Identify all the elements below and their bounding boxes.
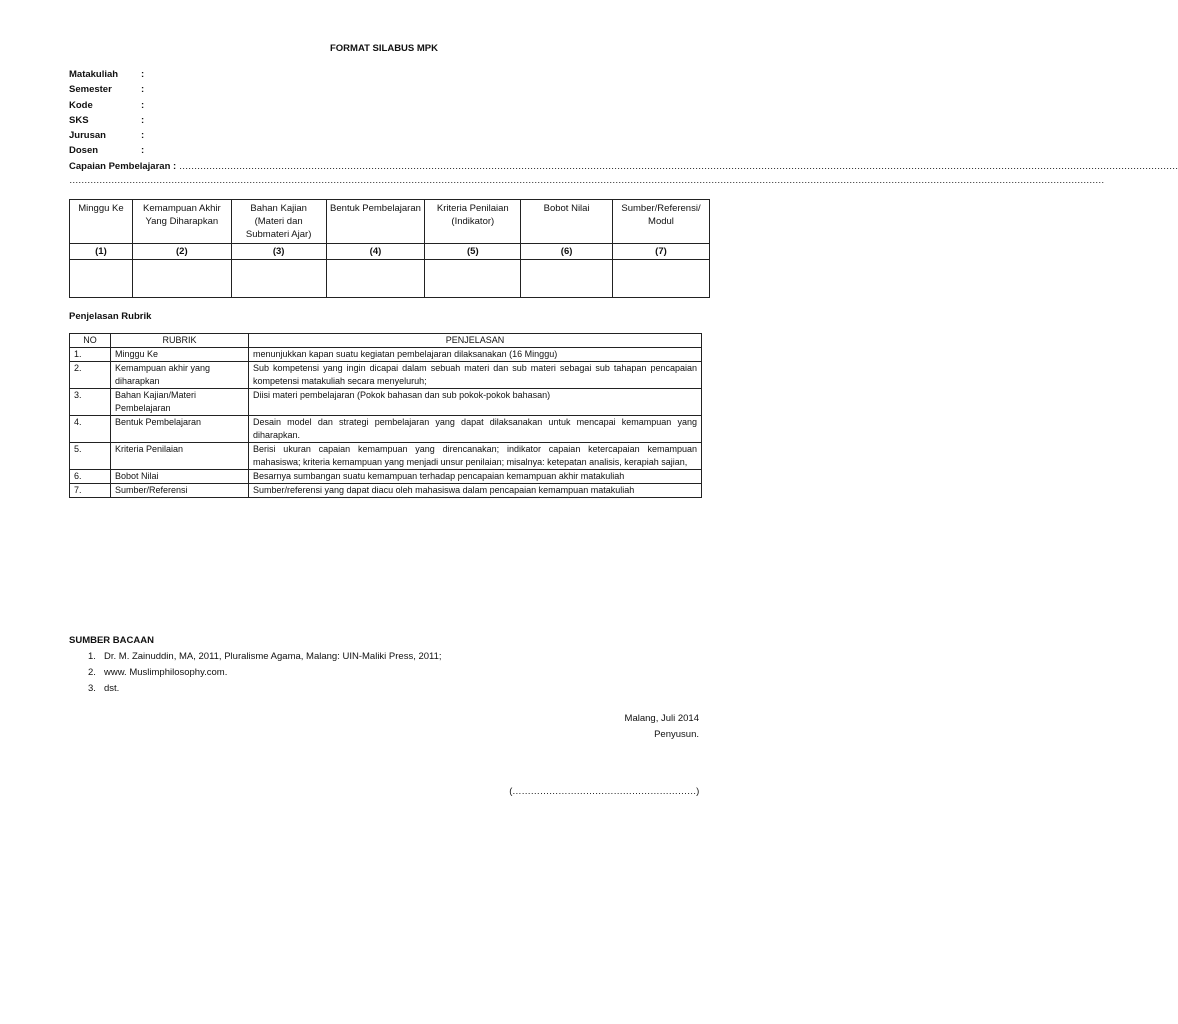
reference-item [88, 665, 442, 681]
capaian-dots: ……………………………………………………………………………………………………………………………………………………………………………………………………………………………………………………………………………………………………… [178, 160, 1178, 172]
syllabus-number-row [70, 244, 710, 260]
capaian-label: Capaian Pembelajaran [69, 160, 171, 172]
rubric-name: Kemampuan akhir yang diharapkan [111, 362, 249, 389]
rubric-header-row [70, 334, 702, 348]
syllabus-header-cell: Bentuk Pembelajaran [326, 200, 425, 244]
reference-item [88, 649, 442, 665]
rubric-name: Minggu Ke [111, 348, 249, 362]
syllabus-header-cell: Minggu Ke [70, 200, 133, 244]
reference-number: 2. [88, 667, 96, 678]
syllabus-empty-cell [425, 260, 521, 298]
syllabus-number-cell: (1) [70, 244, 133, 260]
info-label: Jurusan [69, 130, 106, 142]
rubric-row [70, 416, 702, 443]
rubric-row [70, 443, 702, 470]
syllabus-number-cell: (2) [132, 244, 231, 260]
info-row-dosen [69, 143, 709, 158]
rubric-header-penjelasan: PENJELASAN [249, 334, 702, 348]
syllabus-table [69, 199, 710, 298]
rubric-row [70, 389, 702, 416]
syllabus-number-cell: (3) [231, 244, 326, 260]
syllabus-empty-cell [612, 260, 709, 298]
info-colon: : [141, 99, 145, 111]
info-row-jurusan [69, 128, 709, 143]
syllabus-number-cell: (5) [425, 244, 521, 260]
syllabus-header-cell: Kemampuan Akhir Yang Diharapkan [132, 200, 231, 244]
rubric-no: 5. [70, 443, 111, 470]
reference-list [88, 649, 442, 697]
info-label: Kode [69, 99, 93, 111]
rubric-name: Kriteria Penilaian [111, 443, 249, 470]
rubric-no: 1. [70, 348, 111, 362]
syllabus-empty-cell [326, 260, 425, 298]
signature-role: Penyusun. [654, 729, 699, 740]
syllabus-number-cell: (4) [326, 244, 425, 260]
rubric-description: Desain model dan strategi pembelajaran yang dapat dilaksanakan untuk mencapai kemampuan yang diharapkan. [249, 416, 702, 443]
rubric-row [70, 470, 702, 484]
info-row-semester [69, 82, 709, 97]
rubric-table [69, 333, 702, 498]
reference-text: www. Muslimphilosophy.com. [104, 667, 228, 678]
info-row-kode [69, 98, 709, 113]
reference-number: 3. [88, 683, 96, 694]
syllabus-empty-cell [70, 260, 133, 298]
syllabus-number-cell: (6) [521, 244, 613, 260]
capaian-row [69, 159, 1178, 174]
rubric-description: menunjukkan kapan suatu kegiatan pembelajaran dilaksanakan (16 Minggu) [249, 348, 702, 362]
reference-text: dst. [104, 683, 120, 694]
capaian-dots-line: ………………………………………………………………………………………………………………………………………………………………………………………………………………………………………………………………………………………………………………… [69, 175, 1104, 187]
info-label: Semester [69, 84, 112, 96]
rubric-no: 2. [70, 362, 111, 389]
rubric-no: 4. [70, 416, 111, 443]
signature-block [625, 711, 699, 743]
syllabus-header-row [70, 200, 710, 244]
course-info [69, 67, 1178, 188]
rubric-description: Sub kompetensi yang ingin dicapai dalam sebuah materi dan sub materi sebagai sub tahapan pencapaian kompetensi matakuliah secara menyeluruh; [249, 362, 702, 389]
syllabus-empty-cell [231, 260, 326, 298]
rubric-no: 3. [70, 389, 111, 416]
syllabus-empty-cell [521, 260, 613, 298]
info-colon: : [141, 69, 145, 80]
rubric-row [70, 484, 702, 498]
rubric-no: 7. [70, 484, 111, 498]
rubric-name: Bobot Nilai [111, 470, 249, 484]
rubric-row [70, 348, 702, 362]
rubric-name: Bentuk Pembelajaran [111, 416, 249, 443]
rubric-description: Besarnya sumbangan suatu kemampuan terhadap pencapaian kemampuan akhir matakuliah [249, 470, 702, 484]
syllabus-header-cell: Bahan Kajian (Materi dan Submateri Ajar) [231, 200, 326, 244]
syllabus-header-cell: Bobot Nilai [521, 200, 613, 244]
info-label: Matakuliah [69, 69, 119, 80]
sumber-bacaan-section [69, 635, 442, 697]
syllabus-empty-cell [132, 260, 231, 298]
syllabus-number-cell: (7) [612, 244, 709, 260]
reference-text: Dr. M. Zainuddin, MA, 2011, Pluralisme Agama, Malang: UIN-Maliki Press, 2011; [104, 651, 442, 662]
info-colon: : [141, 145, 145, 157]
rubric-name: Bahan Kajian/Materi Pembelajaran [111, 389, 249, 416]
syllabus-header-cell: Kriteria Penilaian (Indikator) [425, 200, 521, 244]
signature-name-placeholder: (……………………………………………………) [509, 786, 699, 797]
rubric-no: 6. [70, 470, 111, 484]
info-row-matakuliah [69, 67, 709, 82]
info-colon: : [141, 130, 145, 142]
sumber-bacaan-title: SUMBER BACAAN [69, 635, 154, 646]
rubric-description: Diisi materi pembelajaran (Pokok bahasan dan sub pokok-pokok bahasan) [249, 389, 702, 416]
rubric-title: Penjelasan Rubrik [69, 311, 152, 322]
rubric-header-rubrik: RUBRIK [111, 334, 249, 348]
capaian-colon: : [173, 160, 177, 172]
syllabus-header-cell: Sumber/Referensi/ Modul [612, 200, 709, 244]
rubric-row [70, 362, 702, 389]
info-label: Dosen [69, 145, 99, 157]
rubric-description: Berisi ukuran capaian kemampuan yang direncanakan; indikator capaian ketercapaian kemampuan mahasiswa; kriteria kemampuan yang menjadi unsur penilaian; misalnya: ketepatan analisis, kerapiah sajian, [249, 443, 702, 470]
info-row-sks [69, 113, 709, 128]
rubric-name: Sumber/Referensi [111, 484, 249, 498]
document-title: FORMAT SILABUS MPK [329, 43, 438, 54]
info-colon: : [141, 84, 145, 96]
rubric-description: Sumber/referensi yang dapat diacu oleh mahasiswa dalam pencapaian kemampuan matakuliah [249, 484, 702, 498]
rubric-header-no: NO [70, 334, 111, 348]
syllabus-empty-row [70, 260, 710, 298]
reference-number: 1. [88, 651, 96, 662]
info-colon: : [141, 114, 145, 126]
reference-item [88, 681, 442, 697]
signature-place-date: Malang, Juli 2014 [624, 713, 699, 724]
info-label: SKS [69, 114, 89, 126]
